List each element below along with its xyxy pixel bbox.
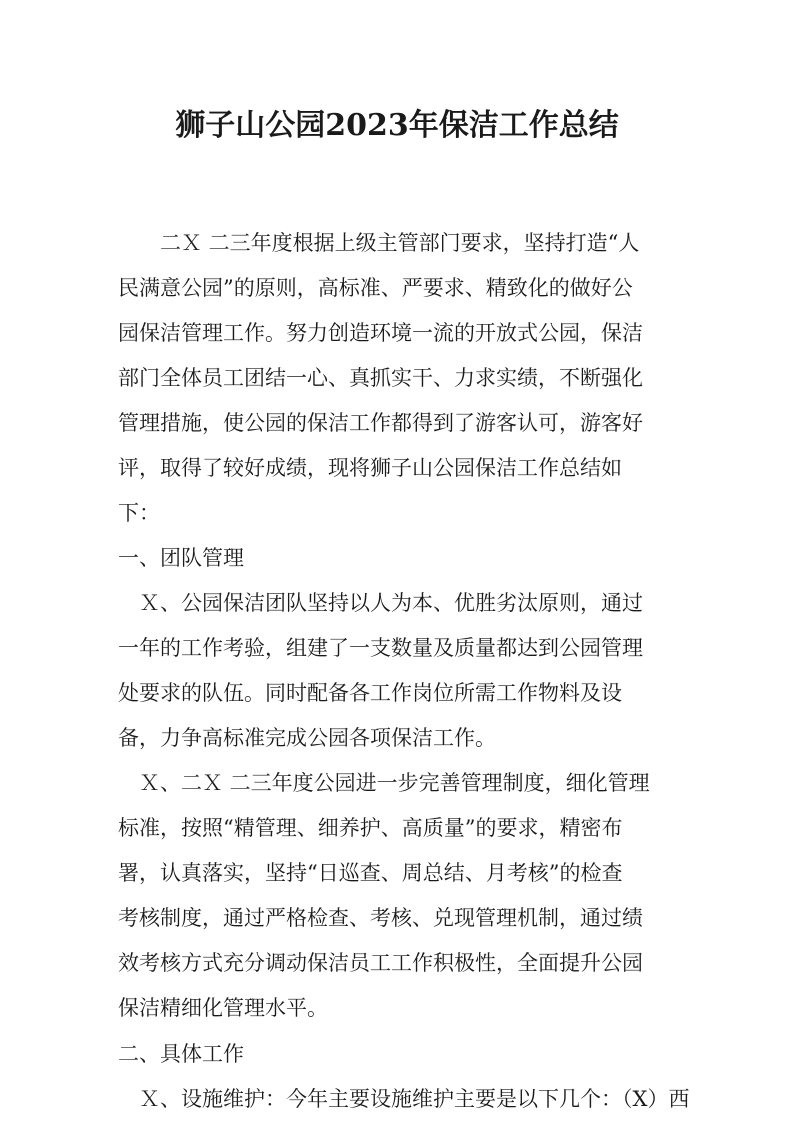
body-line: 部门全体员工团结一心、真抓实干、力求实绩，不断强化 [118,366,643,390]
body-line: 保洁精细化管理水平。 [118,996,328,1020]
document-title: 狮子山公园2023年保洁工作总结 [175,108,619,143]
section-heading: 一、团队管理 [118,546,244,570]
body-line: 标准，按照“精管理、细养护、高质量”的要求，精密布 [118,816,623,840]
body-line: 备，力争高标准完成公园各项保洁工作。 [118,726,496,750]
body-line: 评，取得了较好成绩，现将狮子山公园保洁工作总结如 [118,456,622,480]
body-line: 管理措施，使公园的保洁工作都得到了游客认可，游客好 [118,411,643,435]
body-line: 园保洁管理工作。努力创造环境一流的开放式公园，保洁 [118,321,643,345]
body-line: Ｘ、二Ｘ 二三年度公园进一步完善管理制度，细化管理 [118,771,650,795]
section-heading: 二、具体工作 [118,1042,244,1066]
body-line: 一年的工作考验，组建了一支数量及质量都达到公园管理 [118,636,643,660]
body-line: 二Ｘ 二三年度根据上级主管部门要求，坚持打造“人 [118,231,640,255]
body-line: 效考核方式充分调动保洁员工工作积极性，全面提升公园 [118,951,643,975]
body-line: 考核制度，通过严格检查、考核、兑现管理机制，通过绩 [118,906,643,930]
body-line: 处要求的队伍。同时配备各工作岗位所需工作物料及设 [118,681,622,705]
body-line: 下： [118,501,160,525]
body-line: 民满意公园”的原则，高标准、严要求、精致化的做好公 [118,276,633,300]
body-line: Ｘ、公园保洁团队坚持以人为本、优胜劣汰原则，通过 [118,591,643,615]
body-line: Ｘ、设施维护：今年主要设施维护主要是以下几个：（X）西 [118,1087,690,1111]
body-line: 署，认真落实，坚持“日巡查、周总结、月考核”的检查 [118,861,623,885]
